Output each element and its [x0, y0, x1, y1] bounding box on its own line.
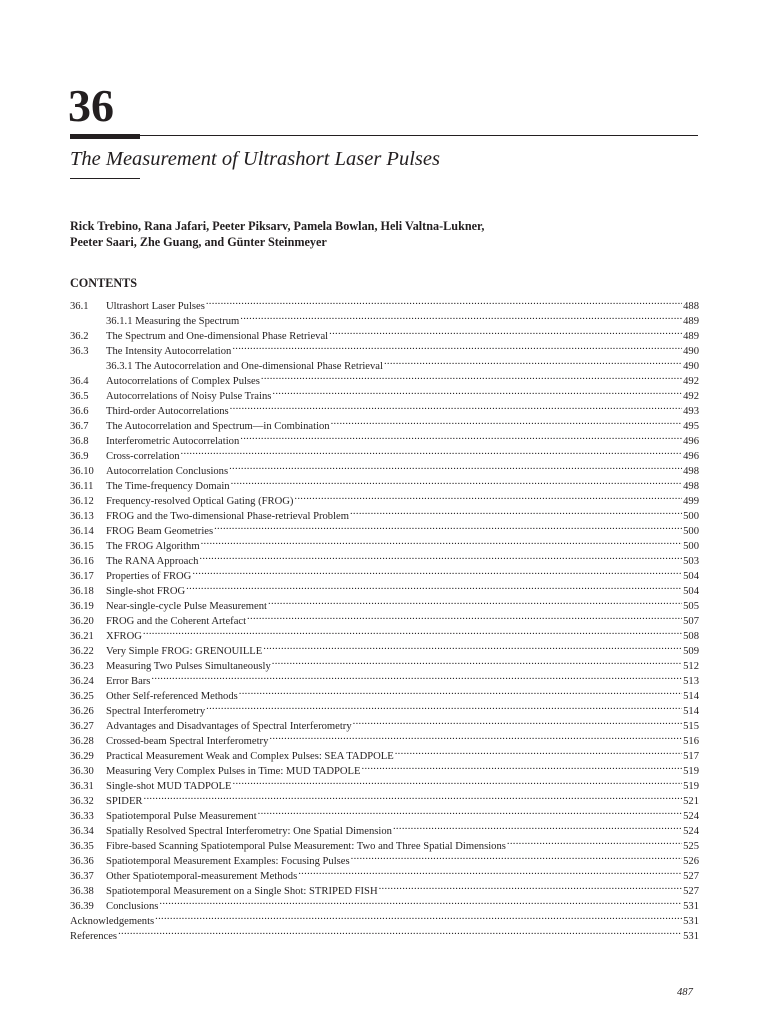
toc-entry-page: 500	[683, 541, 699, 552]
toc-entry-page: 498	[683, 466, 699, 477]
toc-entry-page: 527	[683, 871, 699, 882]
chapter-authors	[70, 218, 700, 250]
toc-entry-number: 36.4	[70, 376, 89, 387]
toc-dot-leader	[362, 759, 683, 774]
toc-entry-page: 519	[683, 766, 699, 777]
toc-entry-number: 36.11	[70, 481, 94, 492]
toc-entry-number: 36.21	[70, 631, 94, 642]
toc-entry-title: SPIDER	[106, 796, 143, 807]
toc-dot-leader	[393, 819, 682, 834]
toc-dot-leader	[201, 534, 683, 549]
toc-entry-number: 36.7	[70, 421, 89, 432]
toc-entry-title: Spatiotemporal Pulse Measurement	[106, 811, 257, 822]
toc-entry-title: Spatiotemporal Measurement Examples: Focusing Pulses	[106, 856, 350, 867]
toc-dot-leader	[247, 609, 682, 624]
toc-entry-page: 490	[683, 361, 699, 372]
toc-entry-title: 36.1.1 Measuring the Spectrum	[106, 316, 240, 327]
toc-entry-number: 36.32	[70, 796, 94, 807]
toc-dot-leader	[206, 699, 682, 714]
toc-entry-page: 513	[683, 676, 699, 687]
chapter-thick-rule	[70, 134, 140, 139]
toc-dot-leader	[268, 594, 682, 609]
toc-entry-title: FROG and the Two-dimensional Phase-retrieval Problem	[106, 511, 349, 522]
toc-dot-leader	[229, 459, 682, 474]
toc-entry-title: Cross-correlation	[106, 451, 180, 462]
toc-entry-title: Practical Measurement Weak and Complex Pulses: SEA TADPOLE	[106, 751, 394, 762]
chapter-thin-rule	[140, 135, 698, 136]
authors-line-1: Rick Trebino, Rana Jafari, Peeter Piksarv, Pamela Bowlan, Heli Valtna-Lukner,	[70, 219, 485, 233]
toc-entry-page: 488	[683, 301, 699, 312]
toc-entry-number: 36.26	[70, 706, 94, 717]
toc-entry-page: 525	[683, 841, 699, 852]
chapter-title: The Measurement of Ultrashort Laser Pulses	[70, 148, 440, 170]
toc-entry-page: 500	[683, 526, 699, 537]
toc-dot-leader	[240, 309, 682, 324]
toc-dot-leader	[379, 879, 683, 894]
toc-entry[interactable]	[70, 624, 699, 642]
toc-entry-number: 36.23	[70, 661, 94, 672]
toc-entry-page: 514	[683, 706, 699, 717]
toc-entry-page: 508	[683, 631, 699, 642]
toc-entry-number: 36.1	[70, 301, 89, 312]
toc-dot-leader	[199, 549, 682, 564]
toc-dot-leader	[351, 849, 682, 864]
toc-entry-number: 36.33	[70, 811, 94, 822]
toc-entry-number: 36.5	[70, 391, 89, 402]
toc-dot-leader	[384, 354, 682, 369]
toc-dot-leader	[298, 864, 682, 879]
toc-entry-number: 36.8	[70, 436, 89, 447]
toc-entry-number: 36.22	[70, 646, 94, 657]
toc-dot-leader	[233, 774, 683, 789]
toc-entry-title: FROG Beam Geometries	[106, 526, 214, 537]
toc-entry-page: 504	[683, 586, 699, 597]
toc-entry-title: Crossed-beam Spectral Interferometry	[106, 736, 269, 747]
toc-dot-leader	[231, 474, 683, 489]
authors-line-2: Peeter Saari, Zhe Guang, and Günter Steinmeyer	[70, 235, 327, 249]
toc-dot-leader	[507, 834, 682, 849]
toc-entry-title: The Autocorrelation and Spectrum—in Combination	[106, 421, 330, 432]
toc-entry-title: Advantages and Disadvantages of Spectral Interferometry	[106, 721, 352, 732]
toc-entry-number: 36.39	[70, 901, 94, 912]
toc-entry-number: 36.3	[70, 346, 89, 357]
toc-entry-page: 489	[683, 331, 699, 342]
toc-entry-title: Near-single-cycle Pulse Measurement	[106, 601, 267, 612]
toc-entry-page: 507	[683, 616, 699, 627]
toc-entry-number: 36.31	[70, 781, 94, 792]
toc-entry-number: 36.17	[70, 571, 94, 582]
toc-entry[interactable]	[70, 639, 699, 657]
toc-entry-page: 490	[683, 346, 699, 357]
toc-dot-leader	[192, 564, 682, 579]
toc-entry-page: 492	[683, 391, 699, 402]
toc-entry-page: 495	[683, 421, 699, 432]
toc-entry-title: Ultrashort Laser Pulses	[106, 301, 205, 312]
toc-entry-title: Interferometric Autocorrelation	[106, 436, 240, 447]
toc-dot-leader	[353, 714, 682, 729]
toc-entry-page: 524	[683, 811, 699, 822]
toc-entry-number: 36.10	[70, 466, 94, 477]
toc-entry-page: 514	[683, 691, 699, 702]
toc-entry[interactable]	[70, 894, 699, 912]
toc-entry-number: 36.12	[70, 496, 94, 507]
toc-entry-page: 499	[683, 496, 699, 507]
toc-entry[interactable]	[70, 669, 699, 687]
toc-entry-page: 531	[683, 901, 699, 912]
toc-dot-leader	[258, 804, 682, 819]
toc-entry-title: 36.3.1 The Autocorrelation and One-dimensional Phase Retrieval	[106, 361, 383, 372]
toc-entry-title: Spatially Resolved Spectral Interferometry: One Spatial Dimension	[106, 826, 392, 837]
toc-entry-title: Third-order Autocorrelations	[106, 406, 229, 417]
toc-entry-page: 496	[683, 451, 699, 462]
toc-entry-page: 531	[683, 916, 699, 927]
toc-entry-page: 527	[683, 886, 699, 897]
toc-dot-leader	[272, 654, 682, 669]
page-number: 487	[677, 987, 693, 998]
toc-entry-page: 524	[683, 826, 699, 837]
toc-entry-title: Spatiotemporal Measurement on a Single Shot: STRIPED FISH	[106, 886, 378, 897]
toc-entry-title: Autocorrelation Conclusions	[106, 466, 229, 477]
toc-entry-page: 498	[683, 481, 699, 492]
toc-entry-title: Autocorrelations of Noisy Pulse Trains	[106, 391, 272, 402]
toc-entry-title: Measuring Very Complex Pulses in Time: MUD TADPOLE	[106, 766, 361, 777]
toc-entry-page: 504	[683, 571, 699, 582]
toc-entry-number: 36.35	[70, 841, 94, 852]
toc-entry-page: 493	[683, 406, 699, 417]
toc-entry-title: Error Bars	[106, 676, 151, 687]
toc-dot-leader	[206, 294, 682, 309]
toc-entry-page: 516	[683, 736, 699, 747]
toc-dot-leader	[118, 924, 682, 939]
toc-entry-number: 36.25	[70, 691, 94, 702]
toc-dot-leader	[214, 519, 682, 534]
toc-entry-page: 489	[683, 316, 699, 327]
toc-entry-number: 36.20	[70, 616, 94, 627]
toc-entry-page: 519	[683, 781, 699, 792]
title-underline-rule	[70, 178, 140, 179]
toc-entry-title: Other Self-referenced Methods	[106, 691, 238, 702]
toc-dot-leader	[294, 489, 682, 504]
toc-entry[interactable]	[70, 924, 699, 942]
toc-entry-page: 526	[683, 856, 699, 867]
toc-entry-title: The Time-frequency Domain	[106, 481, 230, 492]
toc-entry-title: Single-shot FROG	[106, 586, 186, 597]
toc-entry-title: Conclusions	[106, 901, 159, 912]
toc-entry-number: 36.29	[70, 751, 94, 762]
toc-entry-title: Very Simple FROG: GRENOUILLE	[106, 646, 263, 657]
toc-entry-title: Frequency-resolved Optical Gating (FROG)	[106, 496, 294, 507]
toc-entry-page: 500	[683, 511, 699, 522]
toc-entry-page: 509	[683, 646, 699, 657]
toc-entry-page: 515	[683, 721, 699, 732]
toc-entry[interactable]	[70, 909, 699, 927]
toc-dot-leader	[269, 729, 682, 744]
toc-entry-number: 36.27	[70, 721, 94, 732]
toc-entry-title: The FROG Algorithm	[106, 541, 200, 552]
toc-dot-leader	[186, 579, 682, 594]
toc-dot-leader	[240, 429, 682, 444]
toc-entry-number: 36.34	[70, 826, 94, 837]
toc-dot-leader	[232, 339, 682, 354]
toc-entry-page: 531	[683, 931, 699, 942]
toc-entry-number: 36.15	[70, 541, 94, 552]
toc-dot-leader	[350, 504, 682, 519]
toc-entry-number: 36.9	[70, 451, 89, 462]
toc-dot-leader	[261, 369, 682, 384]
toc-entry-page: 512	[683, 661, 699, 672]
toc-dot-leader	[151, 669, 682, 684]
toc-dot-leader	[143, 624, 682, 639]
toc-entry-number: 36.38	[70, 886, 94, 897]
toc-dot-leader	[239, 684, 682, 699]
toc-entry-page: 505	[683, 601, 699, 612]
toc-entry-title: The Intensity Autocorrelation	[106, 346, 232, 357]
table-of-contents	[70, 294, 699, 942]
toc-entry-number: 36.30	[70, 766, 94, 777]
toc-entry-page: 496	[683, 436, 699, 447]
toc-entry-title: The RANA Approach	[106, 556, 199, 567]
toc-entry-title: FROG and the Coherent Artefact	[106, 616, 247, 627]
toc-entry-page: 521	[683, 796, 699, 807]
toc-dot-leader	[263, 639, 682, 654]
toc-entry-title: The Spectrum and One-dimensional Phase Retrieval	[106, 331, 329, 342]
toc-entry-title: References	[70, 931, 118, 942]
toc-entry-page: 503	[683, 556, 699, 567]
toc-dot-leader	[155, 909, 682, 924]
toc-entry-title: Acknowledgements	[70, 916, 155, 927]
toc-entry[interactable]	[70, 684, 699, 702]
toc-entry[interactable]	[70, 804, 699, 822]
toc-entry-number: 36.36	[70, 856, 94, 867]
toc-dot-leader	[329, 324, 682, 339]
toc-dot-leader	[331, 414, 683, 429]
toc-entry-page: 492	[683, 376, 699, 387]
toc-entry-title: XFROG	[106, 631, 142, 642]
toc-entry-title: Other Spatiotemporal-measurement Methods	[106, 871, 298, 882]
toc-dot-leader	[395, 744, 682, 759]
toc-entry-number: 36.16	[70, 556, 94, 567]
toc-entry-number: 36.2	[70, 331, 89, 342]
toc-entry-number: 36.28	[70, 736, 94, 747]
toc-dot-leader	[159, 894, 682, 909]
toc-dot-leader	[272, 384, 682, 399]
toc-entry-title: Measuring Two Pulses Simultaneously	[106, 661, 271, 672]
toc-dot-leader	[144, 789, 683, 804]
toc-entry-number: 36.14	[70, 526, 94, 537]
toc-entry-title: Single-shot MUD TADPOLE	[106, 781, 232, 792]
toc-dot-leader	[181, 444, 683, 459]
toc-entry-number: 36.19	[70, 601, 94, 612]
toc-entry[interactable]	[70, 789, 699, 807]
chapter-number: 36	[68, 80, 114, 131]
toc-entry-page: 517	[683, 751, 699, 762]
toc-entry-number: 36.6	[70, 406, 89, 417]
toc-entry-number: 36.24	[70, 676, 94, 687]
toc-entry-title: Autocorrelations of Complex Pulses	[106, 376, 260, 387]
toc-entry-number: 36.13	[70, 511, 94, 522]
toc-dot-leader	[230, 399, 682, 414]
toc-entry[interactable]	[70, 294, 699, 312]
toc-entry-number: 36.37	[70, 871, 94, 882]
toc-entry-title: Properties of FROG	[106, 571, 192, 582]
toc-entry-title: Fibre-based Scanning Spatiotemporal Pulse Measurement: Two and Three Spatial Dimensions	[106, 841, 506, 852]
toc-entry-title: Spectral Interferometry	[106, 706, 206, 717]
toc-entry-number: 36.18	[70, 586, 94, 597]
contents-heading: CONTENTS	[70, 276, 138, 290]
